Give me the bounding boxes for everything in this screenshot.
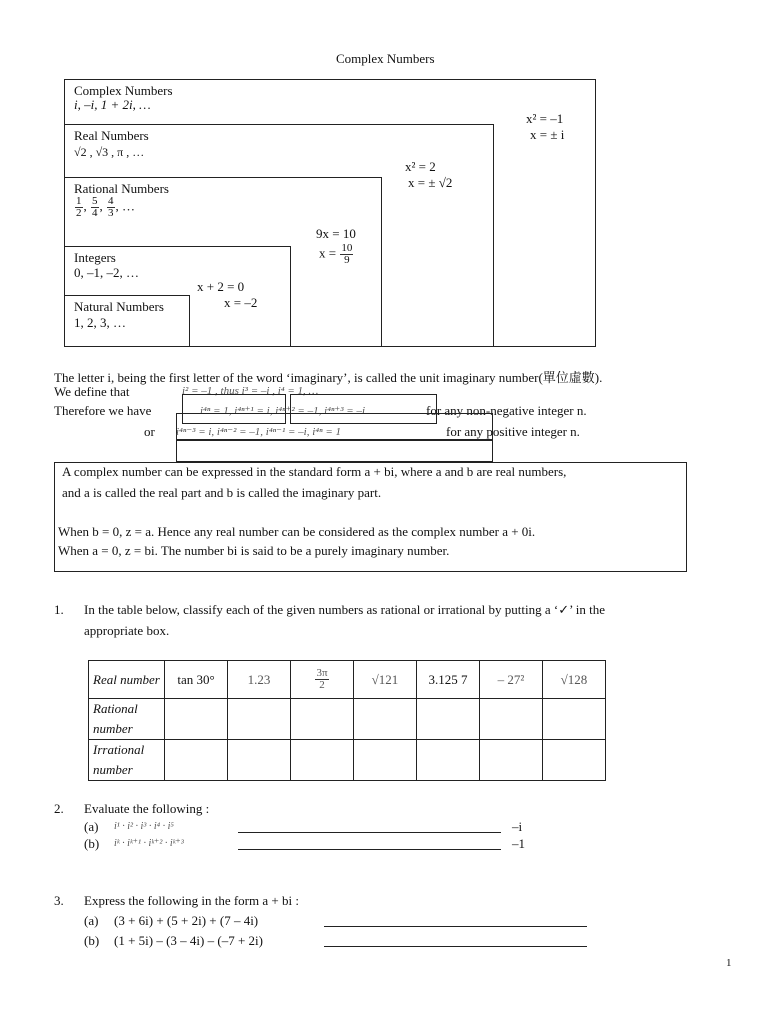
q2-a-label: (a): [84, 819, 99, 834]
fraction-five-fourths: $\frac{5}{4}$: [92, 195, 98, 219]
natural-label: Natural Numbers: [74, 299, 164, 314]
value-cell: 1.23: [228, 661, 291, 699]
page-title: Complex Numbers: [336, 51, 435, 66]
fraction-three-pi-over-two: $\frac{3\pi}{2}$: [316, 667, 328, 691]
q2-b-label: (b): [84, 836, 100, 851]
row-header-irrational: Irrational number: [89, 740, 165, 781]
q2-a-answer-line[interactable]: [238, 832, 501, 833]
definition-p4: When a = 0, z = bi. The number bi is said to be a purely imaginary number.: [58, 543, 450, 558]
irrational-checkbox-cell[interactable]: [228, 740, 291, 781]
q3-number: 3.: [54, 893, 64, 908]
q2-b-expression: iᵏ · iᵏ⁺¹ · iᵏ⁺² · iᵏ⁺³: [114, 838, 184, 849]
definition-p3: When b = 0, z = a. Hence any real number can be considered as the complex number a + 0i.: [58, 524, 536, 539]
q3-b-answer-line[interactable]: [324, 946, 587, 947]
q1-text-1: In the table below, classify each of the given numbers as rational or irrational by putting a ‘✓’ in the: [84, 602, 605, 617]
q3-a-answer-line[interactable]: [324, 926, 587, 927]
integers-eq2: x = –2: [224, 295, 258, 310]
intro-line-2-label: We define that: [54, 384, 130, 399]
rational-examples: $\frac{1}{2}$ , $\frac{5}{4}$ , $\frac{4}{3}$ , …: [76, 195, 135, 219]
rational-checkbox-cell[interactable]: [291, 699, 354, 740]
rational-checkbox-cell[interactable]: [543, 699, 606, 740]
natural-examples: 1, 2, 3, …: [74, 315, 126, 330]
intro-line-2-formula: i² = –1 , thus i³ = –i , i⁴ = 1, …: [182, 385, 319, 397]
integers-examples: 0, –1, –2, …: [74, 265, 139, 280]
irrational-checkbox-cell[interactable]: [165, 740, 228, 781]
rational-checkbox-cell[interactable]: [354, 699, 417, 740]
real-examples: √2 , √3 , π , …: [74, 145, 145, 159]
value-cell: √128: [543, 661, 606, 699]
q2-number: 2.: [54, 801, 64, 816]
q2-a-answer: –i: [512, 819, 523, 834]
integers-eq1: x + 2 = 0: [197, 279, 245, 294]
fraction-one-half: $\frac{1}{2}$: [76, 195, 82, 219]
table-row: [89, 740, 606, 781]
fraction-four-thirds: $\frac{4}{3}$: [108, 195, 114, 219]
intro-line-4-label: or: [144, 424, 155, 439]
q3-a-label: (a): [84, 913, 99, 928]
rational-checkbox-cell[interactable]: [165, 699, 228, 740]
intro-line-3-label: Therefore we have: [54, 403, 152, 418]
intro-line-4-condition: for any positive integer n.: [446, 424, 580, 439]
q2-text: Evaluate the following :: [84, 801, 210, 816]
table-row: [89, 699, 606, 740]
value-cell: √121: [354, 661, 417, 699]
real-eq2: x = ± √2: [408, 175, 453, 190]
intro-line-4-formula: i⁴ⁿ⁻³ = i, i⁴ⁿ⁻² = –1, i⁴ⁿ⁻¹ = –i, i⁴ⁿ = 1: [176, 426, 341, 438]
row-header-real: Real number: [89, 661, 165, 699]
integers-label: Integers: [74, 250, 116, 265]
definition-p1: A complex number can be expressed in the standard form a + bi, where a and b are real numbers,: [62, 464, 567, 479]
complex-eq1: x² = –1: [526, 111, 564, 126]
q3-a-expression: (3 + 6i) + (5 + 2i) + (7 – 4i): [114, 913, 259, 928]
rational-eq2: x = $\frac{10}{9}$: [319, 242, 353, 266]
value-cell: [291, 661, 354, 699]
real-label: Real Numbers: [74, 128, 149, 143]
rational-label: Rational Numbers: [74, 181, 169, 196]
q3-text: Express the following in the form a + bi :: [84, 893, 299, 908]
complex-label: Complex Numbers: [74, 83, 173, 98]
complex-examples: i, –i, 1 + 2i, …: [74, 97, 151, 112]
q3-b-label: (b): [84, 933, 100, 948]
real-eq1: x² = 2: [405, 159, 436, 174]
irrational-checkbox-cell[interactable]: [291, 740, 354, 781]
intro-line-3-condition: for any non-negative integer n.: [426, 403, 587, 418]
rational-checkbox-cell[interactable]: [480, 699, 543, 740]
irrational-checkbox-cell[interactable]: [354, 740, 417, 781]
page-number: 1: [726, 957, 732, 969]
q2-a-expression: i¹ · i² · i³ · i⁴ · i⁵: [114, 821, 174, 832]
formula-highlight-box-4: [176, 440, 493, 462]
q2-b-answer-line[interactable]: [238, 849, 501, 850]
rational-checkbox-cell[interactable]: [417, 699, 480, 740]
value-cell: – 27²: [480, 661, 543, 699]
q2-b-answer: –1: [512, 836, 525, 851]
intro-line-1: The letter i, being the first letter of the word ‘imaginary’, is called the unit imaginary number(單位虛數).: [54, 370, 603, 385]
q1-text-2: appropriate box.: [84, 623, 170, 638]
intro-line-3-formula: i⁴ⁿ = 1, i⁴ⁿ⁺¹ = i, i⁴ⁿ⁺² = –1, i⁴ⁿ⁺³ = –i: [200, 405, 365, 417]
row-header-rational: Rational number: [89, 699, 165, 740]
value-cell: tan 30°: [165, 661, 228, 699]
irrational-checkbox-cell[interactable]: [480, 740, 543, 781]
value-cell: 3.125 7: [417, 661, 480, 699]
q1-number: 1.: [54, 602, 64, 617]
q3-b-expression: (1 + 5i) – (3 – 4i) – (–7 + 2i): [114, 933, 263, 948]
fraction-ten-ninths: $\frac{10}{9}$: [341, 242, 353, 266]
definition-p2: and a is called the real part and b is called the imaginary part.: [62, 485, 382, 500]
irrational-checkbox-cell[interactable]: [543, 740, 606, 781]
complex-eq2: x = ± i: [530, 127, 565, 142]
rational-examples-tail: , …: [115, 198, 135, 214]
irrational-checkbox-cell[interactable]: [417, 740, 480, 781]
classification-table: [88, 660, 606, 781]
rational-eq1: 9x = 10: [316, 226, 356, 241]
table-row: [89, 661, 606, 699]
rational-checkbox-cell[interactable]: [228, 699, 291, 740]
